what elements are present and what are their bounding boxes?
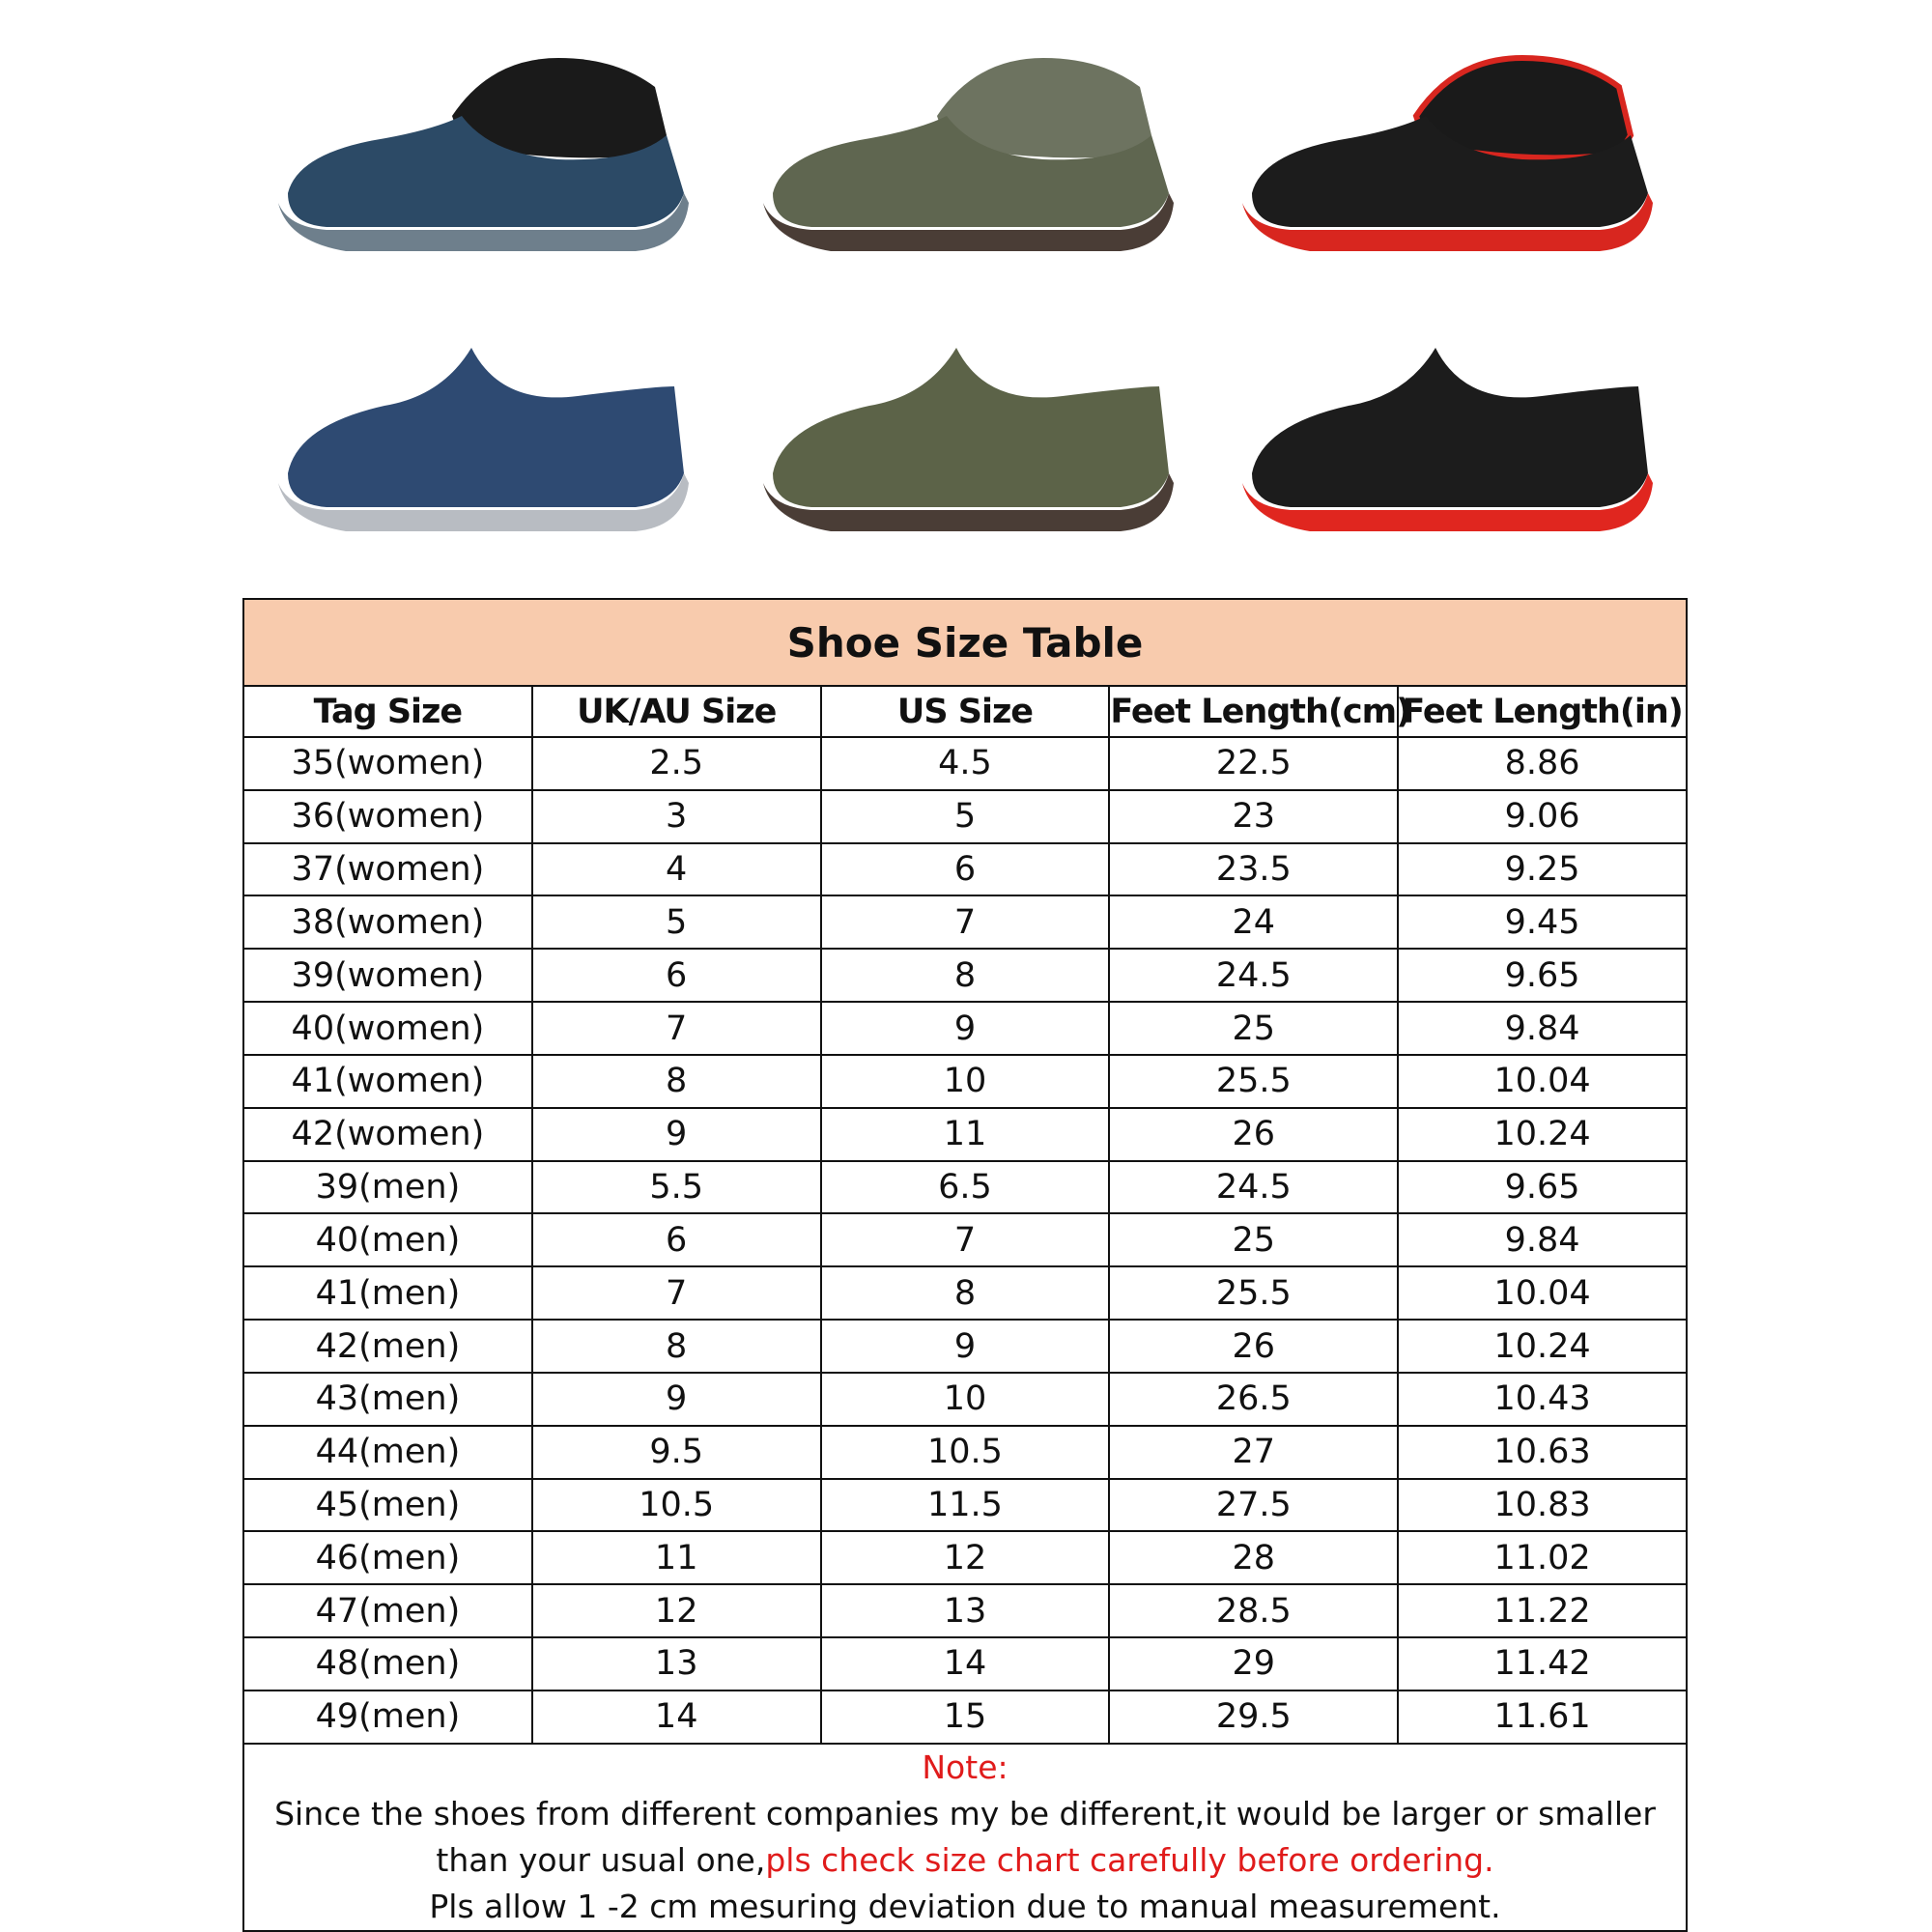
note-cell [243,1744,1687,1931]
cell-tag-size: 43(men) [243,1373,532,1426]
cell-feet-length-in: 10.24 [1398,1108,1687,1161]
cell-uk-au-size: 6 [532,1213,821,1266]
table-row [243,1002,1687,1055]
cell-tag-size: 39(men) [243,1161,532,1214]
cell-feet-length-cm: 23 [1109,790,1398,843]
cell-us-size: 15 [821,1690,1110,1744]
cell-feet-length-cm: 27.5 [1109,1479,1398,1532]
cell-uk-au-size: 8 [532,1320,821,1373]
cell-uk-au-size: 13 [532,1637,821,1690]
cell-feet-length-cm: 26 [1109,1108,1398,1161]
table-row [243,1320,1687,1373]
cell-us-size: 8 [821,1266,1110,1320]
product-image-3 [1233,48,1658,270]
product-image-6 [1233,328,1658,551]
cell-tag-size: 46(men) [243,1531,532,1584]
cell-us-size: 4.5 [821,737,1110,790]
cell-uk-au-size: 12 [532,1584,821,1637]
cell-feet-length-in: 11.22 [1398,1584,1687,1637]
cell-tag-size: 45(men) [243,1479,532,1532]
cell-uk-au-size: 11 [532,1531,821,1584]
cell-feet-length-cm: 23.5 [1109,843,1398,896]
header-feet-length-cm: Feet Length(cm) [1109,686,1398,737]
cell-uk-au-size: 9 [532,1108,821,1161]
cell-feet-length-in: 11.42 [1398,1637,1687,1690]
header-tag-size: Tag Size [243,686,532,737]
table-row [243,1213,1687,1266]
cell-us-size: 8 [821,949,1110,1002]
cell-us-size: 10.5 [821,1426,1110,1479]
cell-feet-length-in: 9.65 [1398,949,1687,1002]
cell-uk-au-size: 4 [532,843,821,896]
cell-tag-size: 42(men) [243,1320,532,1373]
shoe-illustration [269,328,694,551]
table-row [243,1055,1687,1108]
cell-tag-size: 48(men) [243,1637,532,1690]
cell-feet-length-in: 9.65 [1398,1161,1687,1214]
product-image-4 [269,328,694,551]
shoe-upper [773,348,1169,507]
note-line-1: Since the shoes from different companies my be different,it would be larger or smaller [274,1795,1656,1833]
shoe-upper [1252,348,1648,507]
cell-feet-length-cm: 29 [1109,1637,1398,1690]
table-row [243,895,1687,949]
cell-tag-size: 47(men) [243,1584,532,1637]
cell-feet-length-in: 10.04 [1398,1266,1687,1320]
shoe-size-table [242,598,1688,1932]
cell-us-size: 10 [821,1373,1110,1426]
cell-us-size: 5 [821,790,1110,843]
cell-feet-length-cm: 26.5 [1109,1373,1398,1426]
cell-uk-au-size: 10.5 [532,1479,821,1532]
cell-feet-length-cm: 28 [1109,1531,1398,1584]
cell-feet-length-in: 9.45 [1398,895,1687,949]
cell-feet-length-in: 10.43 [1398,1373,1687,1426]
table-row [243,1161,1687,1214]
cell-us-size: 11.5 [821,1479,1110,1532]
cell-feet-length-cm: 25.5 [1109,1266,1398,1320]
cell-feet-length-cm: 27 [1109,1426,1398,1479]
cell-us-size: 14 [821,1637,1110,1690]
cell-us-size: 13 [821,1584,1110,1637]
header-us-size: US Size [821,686,1110,737]
note-line-2-highlight: pls check size chart carefully before ordering. [765,1841,1494,1879]
table-row [243,949,1687,1002]
cell-tag-size: 42(women) [243,1108,532,1161]
cell-tag-size: 40(men) [243,1213,532,1266]
table-row [243,1479,1687,1532]
shoe-upper [288,348,684,507]
cell-tag-size: 44(men) [243,1426,532,1479]
cell-uk-au-size: 2.5 [532,737,821,790]
cell-uk-au-size: 8 [532,1055,821,1108]
cell-us-size: 12 [821,1531,1110,1584]
note-line-3: Pls allow 1 -2 cm mesuring deviation due to manual measurement. [429,1888,1501,1925]
shoe-illustration [1233,48,1658,270]
cell-us-size: 7 [821,895,1110,949]
cell-tag-size: 40(women) [243,1002,532,1055]
cell-us-size: 9 [821,1002,1110,1055]
cell-feet-length-cm: 26 [1109,1320,1398,1373]
note-title: Note: [922,1748,1009,1786]
cell-tag-size: 39(women) [243,949,532,1002]
table-title-row [243,599,1687,686]
cell-uk-au-size: 9 [532,1373,821,1426]
cell-feet-length-in: 11.02 [1398,1531,1687,1584]
product-image-1 [269,48,694,270]
product-image-2 [753,48,1179,270]
cell-feet-length-in: 11.61 [1398,1690,1687,1744]
cell-feet-length-in: 8.86 [1398,737,1687,790]
note-row [243,1744,1687,1931]
cell-feet-length-in: 9.84 [1398,1002,1687,1055]
table-row [243,790,1687,843]
shoe-illustration [753,328,1179,551]
cell-feet-length-cm: 22.5 [1109,737,1398,790]
cell-us-size: 11 [821,1108,1110,1161]
table-body [243,737,1687,1744]
cell-feet-length-cm: 25 [1109,1213,1398,1266]
table-row [243,1584,1687,1637]
cell-feet-length-in: 9.25 [1398,843,1687,896]
cell-tag-size: 49(men) [243,1690,532,1744]
cell-uk-au-size: 6 [532,949,821,1002]
cell-feet-length-cm: 29.5 [1109,1690,1398,1744]
table-row [243,737,1687,790]
cell-us-size: 10 [821,1055,1110,1108]
cell-us-size: 9 [821,1320,1110,1373]
shoe-illustration [1233,328,1658,551]
cell-tag-size: 36(women) [243,790,532,843]
cell-tag-size: 37(women) [243,843,532,896]
cell-uk-au-size: 14 [532,1690,821,1744]
cell-feet-length-in: 10.63 [1398,1426,1687,1479]
table-header-row [243,686,1687,737]
cell-feet-length-cm: 24.5 [1109,949,1398,1002]
cell-uk-au-size: 9.5 [532,1426,821,1479]
cell-feet-length-cm: 24 [1109,895,1398,949]
cell-us-size: 6 [821,843,1110,896]
cell-feet-length-in: 9.06 [1398,790,1687,843]
note-line-2-prefix: than your usual one, [436,1841,766,1879]
header-feet-length-in: Feet Length(in) [1398,686,1687,737]
shoe-illustration [753,48,1179,270]
cell-feet-length-cm: 28.5 [1109,1584,1398,1637]
cell-feet-length-in: 9.84 [1398,1213,1687,1266]
cell-feet-length-cm: 25.5 [1109,1055,1398,1108]
table-title: Shoe Size Table [243,599,1687,686]
cell-feet-length-in: 10.24 [1398,1320,1687,1373]
cell-uk-au-size: 5 [532,895,821,949]
shoe-illustration [269,48,694,270]
cell-tag-size: 38(women) [243,895,532,949]
product-image-5 [753,328,1179,551]
cell-uk-au-size: 5.5 [532,1161,821,1214]
cell-tag-size: 41(women) [243,1055,532,1108]
header-uk-au-size: UK/AU Size [532,686,821,737]
table-row [243,1531,1687,1584]
table-row [243,1373,1687,1426]
cell-feet-length-cm: 24.5 [1109,1161,1398,1214]
cell-us-size: 6.5 [821,1161,1110,1214]
table-row [243,1266,1687,1320]
cell-feet-length-in: 10.04 [1398,1055,1687,1108]
table-row [243,1426,1687,1479]
cell-uk-au-size: 7 [532,1002,821,1055]
cell-uk-au-size: 7 [532,1266,821,1320]
cell-uk-au-size: 3 [532,790,821,843]
table-row [243,1108,1687,1161]
cell-tag-size: 41(men) [243,1266,532,1320]
table-row [243,843,1687,896]
table-row [243,1637,1687,1690]
cell-feet-length-in: 10.83 [1398,1479,1687,1532]
table-row [243,1690,1687,1744]
cell-tag-size: 35(women) [243,737,532,790]
cell-us-size: 7 [821,1213,1110,1266]
cell-feet-length-cm: 25 [1109,1002,1398,1055]
